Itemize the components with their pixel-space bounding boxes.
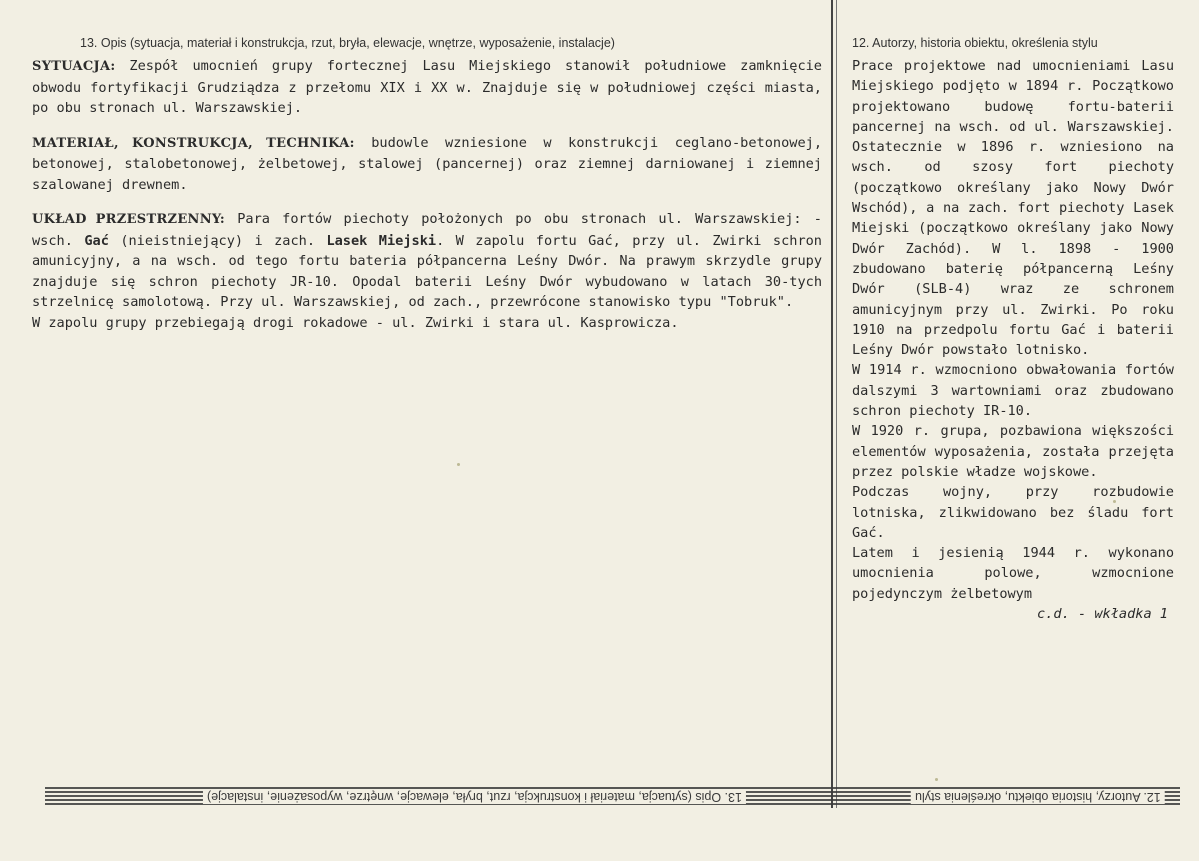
mirrored-heading-13: 13. Opis (sytuacja, materiał i konstrukcja, rzut, bryła, elewacje, wnętrze, wyposażenie, instalacje): [203, 790, 746, 804]
situation-text: Zespół umocnień grupy fortecznej Lasu Miejskiego stanowił południowe zamknięcie obwodu fortyfikacji Grudziądza z przełomu XIX i XX w. Znajduje się w południowej części miasta, po obu stronach ul. Warszawskiej.: [32, 58, 822, 116]
layout-text-a: Para fortów piechoty położonych po obu stronach ul. Warszawskiej: - wsch.: [32, 211, 822, 249]
column-divider: [831, 0, 833, 808]
description-column: [32, 36, 822, 333]
history-text: [852, 56, 1174, 624]
history-paragraph: Podczas wojny, przy rozbudowie lotniska, zlikwidowano bez śladu fort Gać.: [852, 484, 1174, 541]
layout-text-c: . W zapolu fortu Gać, przy ul. Zwirki schron amunicyjny, a na wsch. od tego fortu bateria półpancerna Leśny Dwór. Na prawym skrzydle grupy znajduje się schron piechoty JR-10. Opodal baterii Leśny Dwór wybudowano w latach 30-tych strzelnicę samolotową. Przy ul. Warszawskiej, od zach., przewrócone stanowisko typu "Tobruk".: [32, 232, 822, 310]
section-12-heading: 12. Autorzy, historia obiektu, określenia stylu: [852, 36, 1098, 50]
material-label: MATERIAŁ, KONSTRUKCJA, TECHNIKA:: [32, 135, 355, 151]
column-divider-thin: [836, 0, 837, 808]
layout-label: UKŁAD PRZESTRZENNY:: [32, 212, 225, 227]
situation-paragraph: [32, 56, 822, 119]
material-text: budowle wzniesione w konstrukcji ceglano-betonowej, betonowej, stalobetonowej, żelbetowej, stalowej (pancernej) oraz ziemnej darniowanej i ziemnej szalowanej drewnem.: [32, 134, 823, 193]
footer-stripe: [45, 787, 1180, 789]
history-paragraph: Prace projektowe nad umocnieniami Lasu Miejskiego podjęto w 1894 r. Początkowo projektowano budowę fortu-baterii pancernej na wsch. od ul. Warszawskiej. Ostatecznie w 1896 r. wzniesiono na wsch. od szosy fort piechoty (początkowo określany jako Nowy Dwór Wschód), a na zach. fort piechoty Lasek Miejski (początkowo określany jako Nowy Dwór Zachód). W l. 1898 - 1900 zbudowano baterię półpancerną Leśny Dwór (SLB-4) wraz ze schronem amunicyjnym przy ul. Zwirki. Po roku 1910 na przedpolu fortu Gać i baterii Leśny Dwór powstało lotnisko.: [852, 58, 1174, 359]
material-paragraph: [32, 133, 822, 196]
layout-text-b: (nieistniejący) i zach.: [108, 232, 327, 249]
fort-lasek-name: Lasek Miejski: [326, 232, 437, 249]
paper-speck: [1113, 500, 1116, 503]
footer-band: [45, 783, 1180, 813]
situation-label: SYTUACJA:: [32, 59, 116, 74]
continued-note: c.d. - wkładka 1: [1037, 606, 1168, 623]
section-13-heading: 13. Opis (sytuacja, materiał i konstrukcja, rzut, bryła, elewacje, wnętrze, wyposażenie, instalacje): [80, 36, 615, 50]
fort-gac-name: Gać: [84, 232, 109, 249]
history-column: [852, 36, 1174, 624]
history-paragraph: Latem i jesienią 1944 r. wykonano umocnienia polowe, wzmocnione pojedynczym żelbetowym: [852, 545, 1174, 602]
mirrored-heading-12: 12. Autorzy, historia obiektu, określenia stylu: [911, 790, 1165, 804]
history-paragraph: W 1914 r. wzmocniono obwałowania fortów dalszymi 3 wartowniami oraz zbudowano schron piechoty IR-10.: [852, 362, 1174, 420]
paper-speck: [935, 778, 938, 781]
layout-paragraph: [32, 209, 822, 313]
history-paragraph: W 1920 r. grupa, pozbawiona większości elementów wyposażenia, została przejęta przez polskie władze wojskowe.: [852, 423, 1174, 480]
roads-paragraph: W zapolu grupy przebiegają drogi rokadowe - ul. Zwirki i stara ul. Kasprowicza.: [32, 314, 679, 331]
paper-speck: [457, 463, 460, 466]
